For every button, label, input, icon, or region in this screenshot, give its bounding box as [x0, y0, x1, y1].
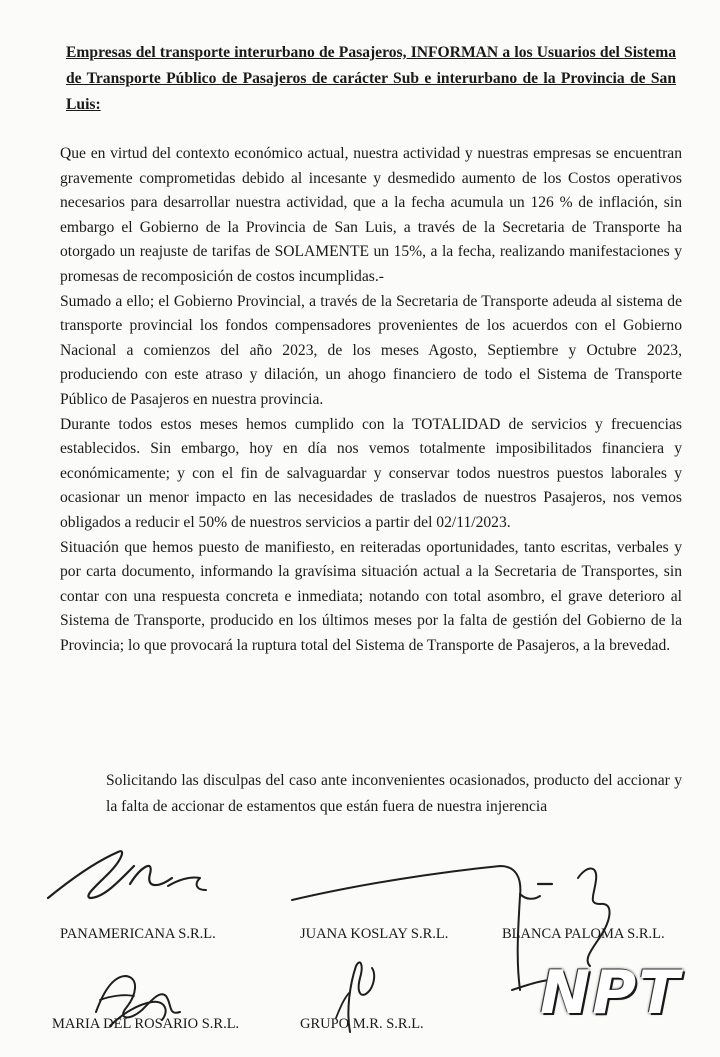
- paragraph: Durante todos estos meses hemos cumplido con la TOTALIDAD de servicios y frecuencias establecidos. Sin embargo, hoy en día nos vemos totalmente imposibilitados financiera y económicamente; y con el fin de salvaguardar y conservar todos nuestros puestos laborales y ocasionar un menor impacto en las necesidades de traslados de nuestros Pasajeros, nos vemos obligados a reducir el 50% de nuestros servicios a partir del 02/11/2023.: [60, 415, 682, 531]
- paragraph: Sumado a ello; el Gobierno Provincial, a través de la Secretaria de Transporte adeuda al sistema de transporte provincial los fondos compensadores provenientes de los acuerdos con el Gobierno Nacional a comienzos del año 2023, de los meses Agosto, Septiembre y Octubre 2023, produciendo con este atraso y dilación, un ahogo financiero de todo el Sistema de Transporte Público de Pasajeros en nuestra provincia.: [60, 292, 682, 408]
- document-heading: Empresas del transporte interurbano de Pasajeros, INFORMAN a los Usuarios del Sistema de Transporte Público de Pasajeros de carácter Sub e interurbano de la Provincia de San Luis:: [66, 44, 676, 113]
- npt-watermark: NPT: [540, 958, 682, 1028]
- signature-panamericana: [48, 851, 206, 898]
- signatory-label: GRUPO M.R. S.R.L.: [300, 1016, 424, 1032]
- signatory-label: MARIA DEL ROSARIO S.R.L.: [52, 1016, 240, 1032]
- signatory-label: JUANA KOSLAY S.R.L.: [300, 926, 449, 942]
- signatory-label: BLANCA PALOMA S.R.L.: [502, 926, 665, 942]
- document-body: [60, 142, 682, 658]
- paragraph: Situación que hemos puesto de manifiesto, en reiteradas oportunidades, tanto escritas, verbales y por carta documento, informando la gravísima situación actual a la Secretaria de Transportes, sin contar con una respuesta concreta e inmediata; notando con total asombro, el grave deterioro al Sistema de Transporte, producido en los últimos meses por la falta de gestión del Gobierno de la Provincia; lo que provocará la ruptura total del Sistema de Transporte de Pasajeros, a la brevedad.: [60, 538, 682, 654]
- signatory-label: PANAMERICANA S.R.L.: [60, 926, 216, 942]
- paragraph: Que en virtud del contexto económico actual, nuestra actividad y nuestras empresas se encuentran gravemente comprometidas debido al incesante y desmedido aumento de los Costos operativos necesarios para desarrollar nuestra actividad, que a la fecha acumula un 126 % de inflación, sin embargo el Gobierno de la Provincia de San Luis, a través de la Secretaria de Transporte ha otorgado un reajuste de tarifas de SOLAMENTE un 15%, a la fecha, realizando manifestaciones y promesas de recomposición de costos incumplidas.-: [60, 145, 682, 285]
- closing-paragraph: Solicitando las disculpas del caso ante inconvenientes ocasionados, producto del accionar y la falta de accionar de estamentos que están fuera de nuestra injerencia: [106, 772, 682, 815]
